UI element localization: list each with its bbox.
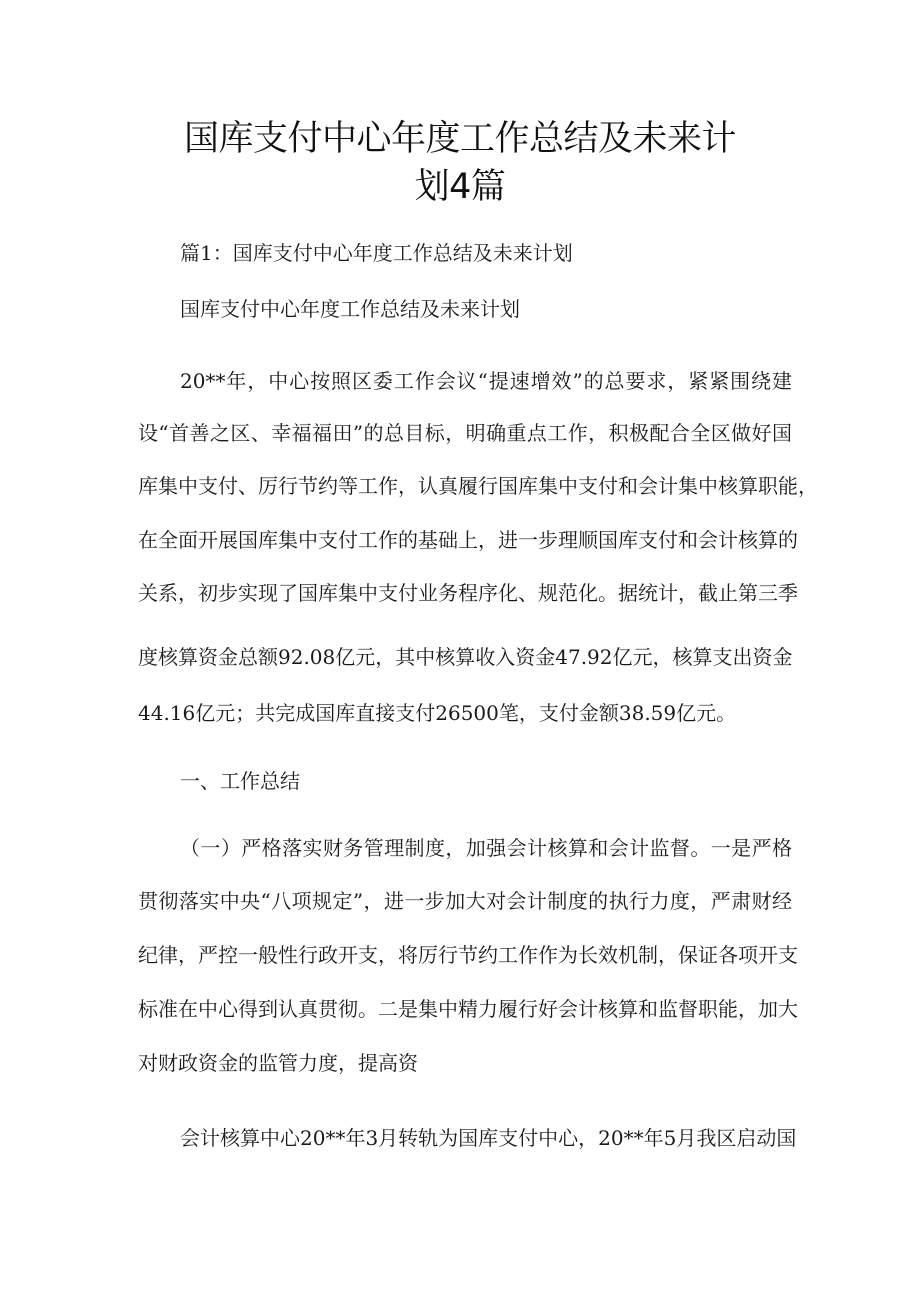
paragraph-1-line-3: 库集中支付、厉行节约等工作，认真履行国库集中支付和会计集中核算职能， [138, 474, 818, 498]
paragraph-2-line-3: 纪律，严控一般性行政开支，将厉行节约工作作为长效机制，保证各项开支 [138, 943, 798, 967]
paragraph-2-line-2: 贯彻落实中央“八项规定”，进一步加大对会计制度的执行力度，严肃财经 [138, 889, 792, 913]
paragraph-1-line-1: 20**年，中心按照区委工作会议“提速增效”的总要求，紧紧围绕建 [180, 369, 792, 393]
document-title-line-1: 国库支付中心年度工作总结及未来计 [183, 119, 736, 159]
paragraph-1-line-7: 44.16亿元；共完成国库直接支付26500笔，支付金额38.59亿元。 [138, 701, 737, 725]
paragraph-2-line-1: （一）严格落实财务管理制度，加强会计核算和会计监督。一是严格 [180, 836, 792, 860]
document-subtitle: 国库支付中心年度工作总结及未来计划 [180, 297, 520, 321]
document-title-line-2: 划4篇 [414, 167, 506, 207]
paragraph-1-line-4: 在全面开展国库集中支付工作的基础上，进一步理顺国库支付和会计核算的 [138, 528, 798, 552]
paragraph-1-line-6: 度核算资金总额92.08亿元，其中核算收入资金47.92亿元，核算支出资金 [138, 645, 793, 669]
section-heading-work-summary: 一、工作总结 [180, 769, 300, 793]
paragraph-2-line-5: 对财政资金的监管力度，提高资 [138, 1051, 418, 1075]
paragraph-1-line-5: 关系，初步实现了国库集中支付业务程序化、规范化。据统计，截止第三季 [138, 581, 798, 605]
section-label: 篇1：国库支付中心年度工作总结及未来计划 [180, 241, 573, 265]
paragraph-2-line-4: 标准在中心得到认真贯彻。二是集中精力履行好会计核算和监督职能，加大 [138, 997, 798, 1021]
paragraph-3-line-1: 会计核算中心20**年3月转轨为国库支付中心，20**年5月我区启动国 [180, 1126, 797, 1150]
paragraph-1-line-2: 设“首善之区、幸福福田”的总目标，明确重点工作，积极配合全区做好国 [138, 421, 792, 445]
